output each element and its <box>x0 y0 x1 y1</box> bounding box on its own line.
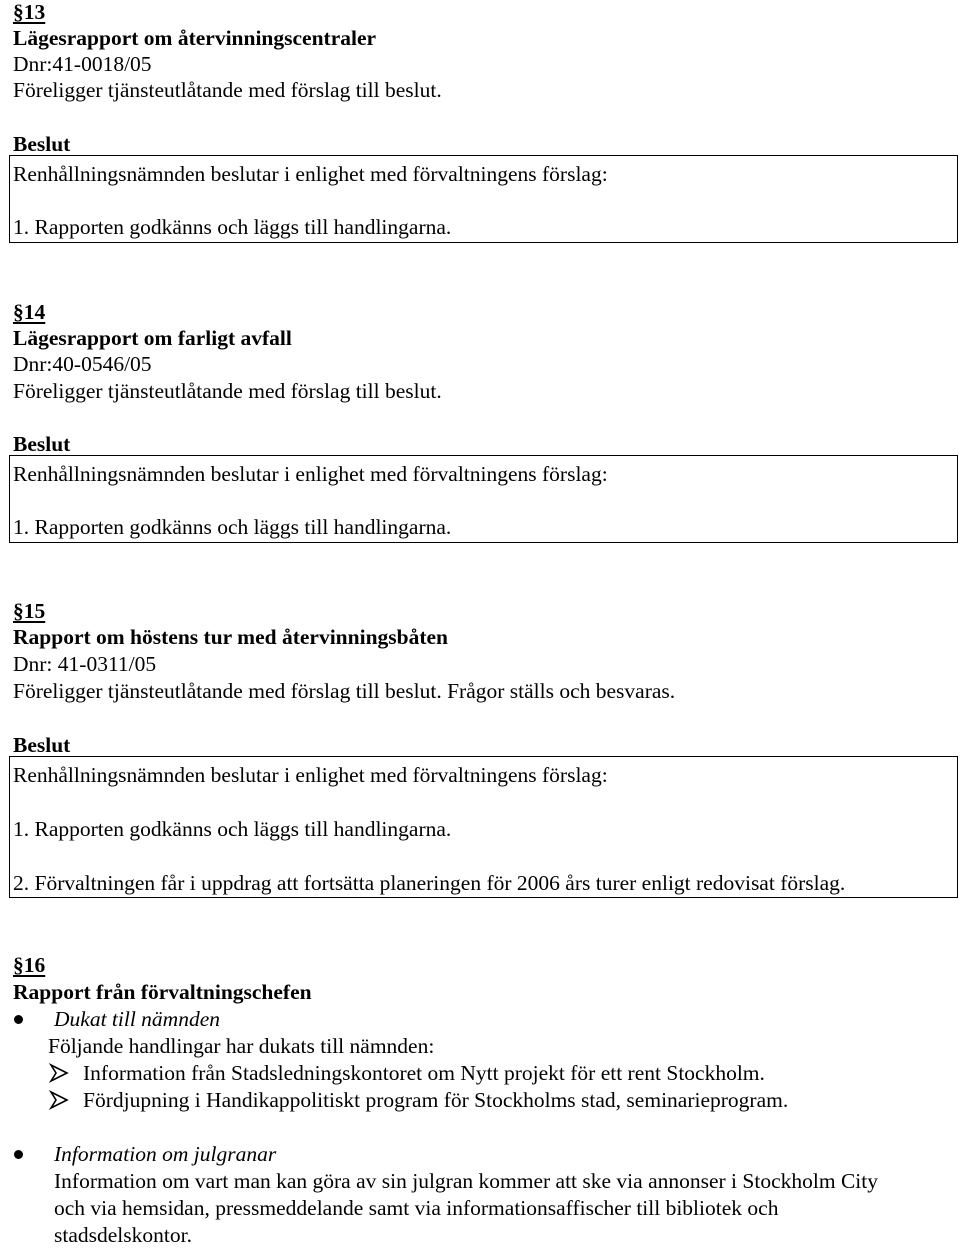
section-title: Lägesrapport om farligt avfall <box>13 326 292 350</box>
section-note: Föreligger tjänsteutlåtande med förslag till beslut. <box>13 379 442 403</box>
decision-intro: Renhållningsnämnden beslutar i enlighet med förvaltningens förslag: <box>13 763 608 787</box>
bullet-intro: Följande handlingar har dukats till nämnden: <box>48 1034 435 1058</box>
bullet-icon <box>14 1150 23 1159</box>
decision-item-1: 1. Rapporten godkänns och läggs till handlingarna. <box>13 515 452 539</box>
decision-box <box>9 756 958 898</box>
decision-intro: Renhållningsnämnden beslutar i enlighet med förvaltningens förslag: <box>13 462 608 486</box>
decision-box <box>9 155 958 243</box>
beslut-heading: Beslut <box>13 733 71 757</box>
bullet-body-line: och via hemsidan, pressmeddelande samt via informationsaffischer till bibliotek och <box>54 1196 779 1220</box>
diary-number: Dnr:41-0018/05 <box>13 52 152 76</box>
bullet-body-line: Information om vart man kan göra av sin julgran kommer att ske via annonser i Stockholm City <box>54 1169 878 1193</box>
decision-item-1: 1. Rapporten godkänns och läggs till handlingarna. <box>13 817 452 841</box>
beslut-heading: Beslut <box>13 132 71 156</box>
section-number: §16 <box>13 953 46 977</box>
section-number: §15 <box>13 599 46 623</box>
decision-box <box>9 455 958 543</box>
section-note: Föreligger tjänsteutlåtande med förslag till beslut. <box>13 78 442 102</box>
section-title: Rapport om höstens tur med återvinningsbåten <box>13 625 449 649</box>
bullet-heading: Dukat till nämnden <box>54 1007 221 1031</box>
sub-item: Fördjupning i Handikappolitiskt program för Stockholms stad, seminarieprogram. <box>83 1088 789 1112</box>
section-number: §14 <box>13 300 46 324</box>
arrow-bullet-icon <box>48 1062 70 1084</box>
section-note: Föreligger tjänsteutlåtande med förslag till beslut. Frågor ställs och besvaras. <box>13 679 676 703</box>
section-number: §13 <box>13 0 46 24</box>
decision-item-1: 1. Rapporten godkänns och läggs till handlingarna. <box>13 215 452 239</box>
decision-intro: Renhållningsnämnden beslutar i enlighet med förvaltningens förslag: <box>13 162 608 186</box>
diary-number: Dnr: 41-0311/05 <box>13 652 157 676</box>
decision-item-2: 2. Förvaltningen får i uppdrag att fortsätta planeringen för 2006 års turer enligt redovisat förslag. <box>13 871 846 895</box>
section-title: Rapport från förvaltningschefen <box>13 980 312 1004</box>
bullet-body-line: stadsdelskontor. <box>54 1223 192 1247</box>
bullet-icon <box>14 1015 23 1024</box>
beslut-heading: Beslut <box>13 432 71 456</box>
section-title: Lägesrapport om återvinningscentraler <box>13 26 377 50</box>
bullet-heading: Information om julgranar <box>54 1142 277 1166</box>
sub-item: Information från Stadsledningskontoret om Nytt projekt för ett rent Stockholm. <box>83 1061 765 1085</box>
diary-number: Dnr:40-0546/05 <box>13 352 152 376</box>
arrow-bullet-icon <box>48 1089 70 1111</box>
